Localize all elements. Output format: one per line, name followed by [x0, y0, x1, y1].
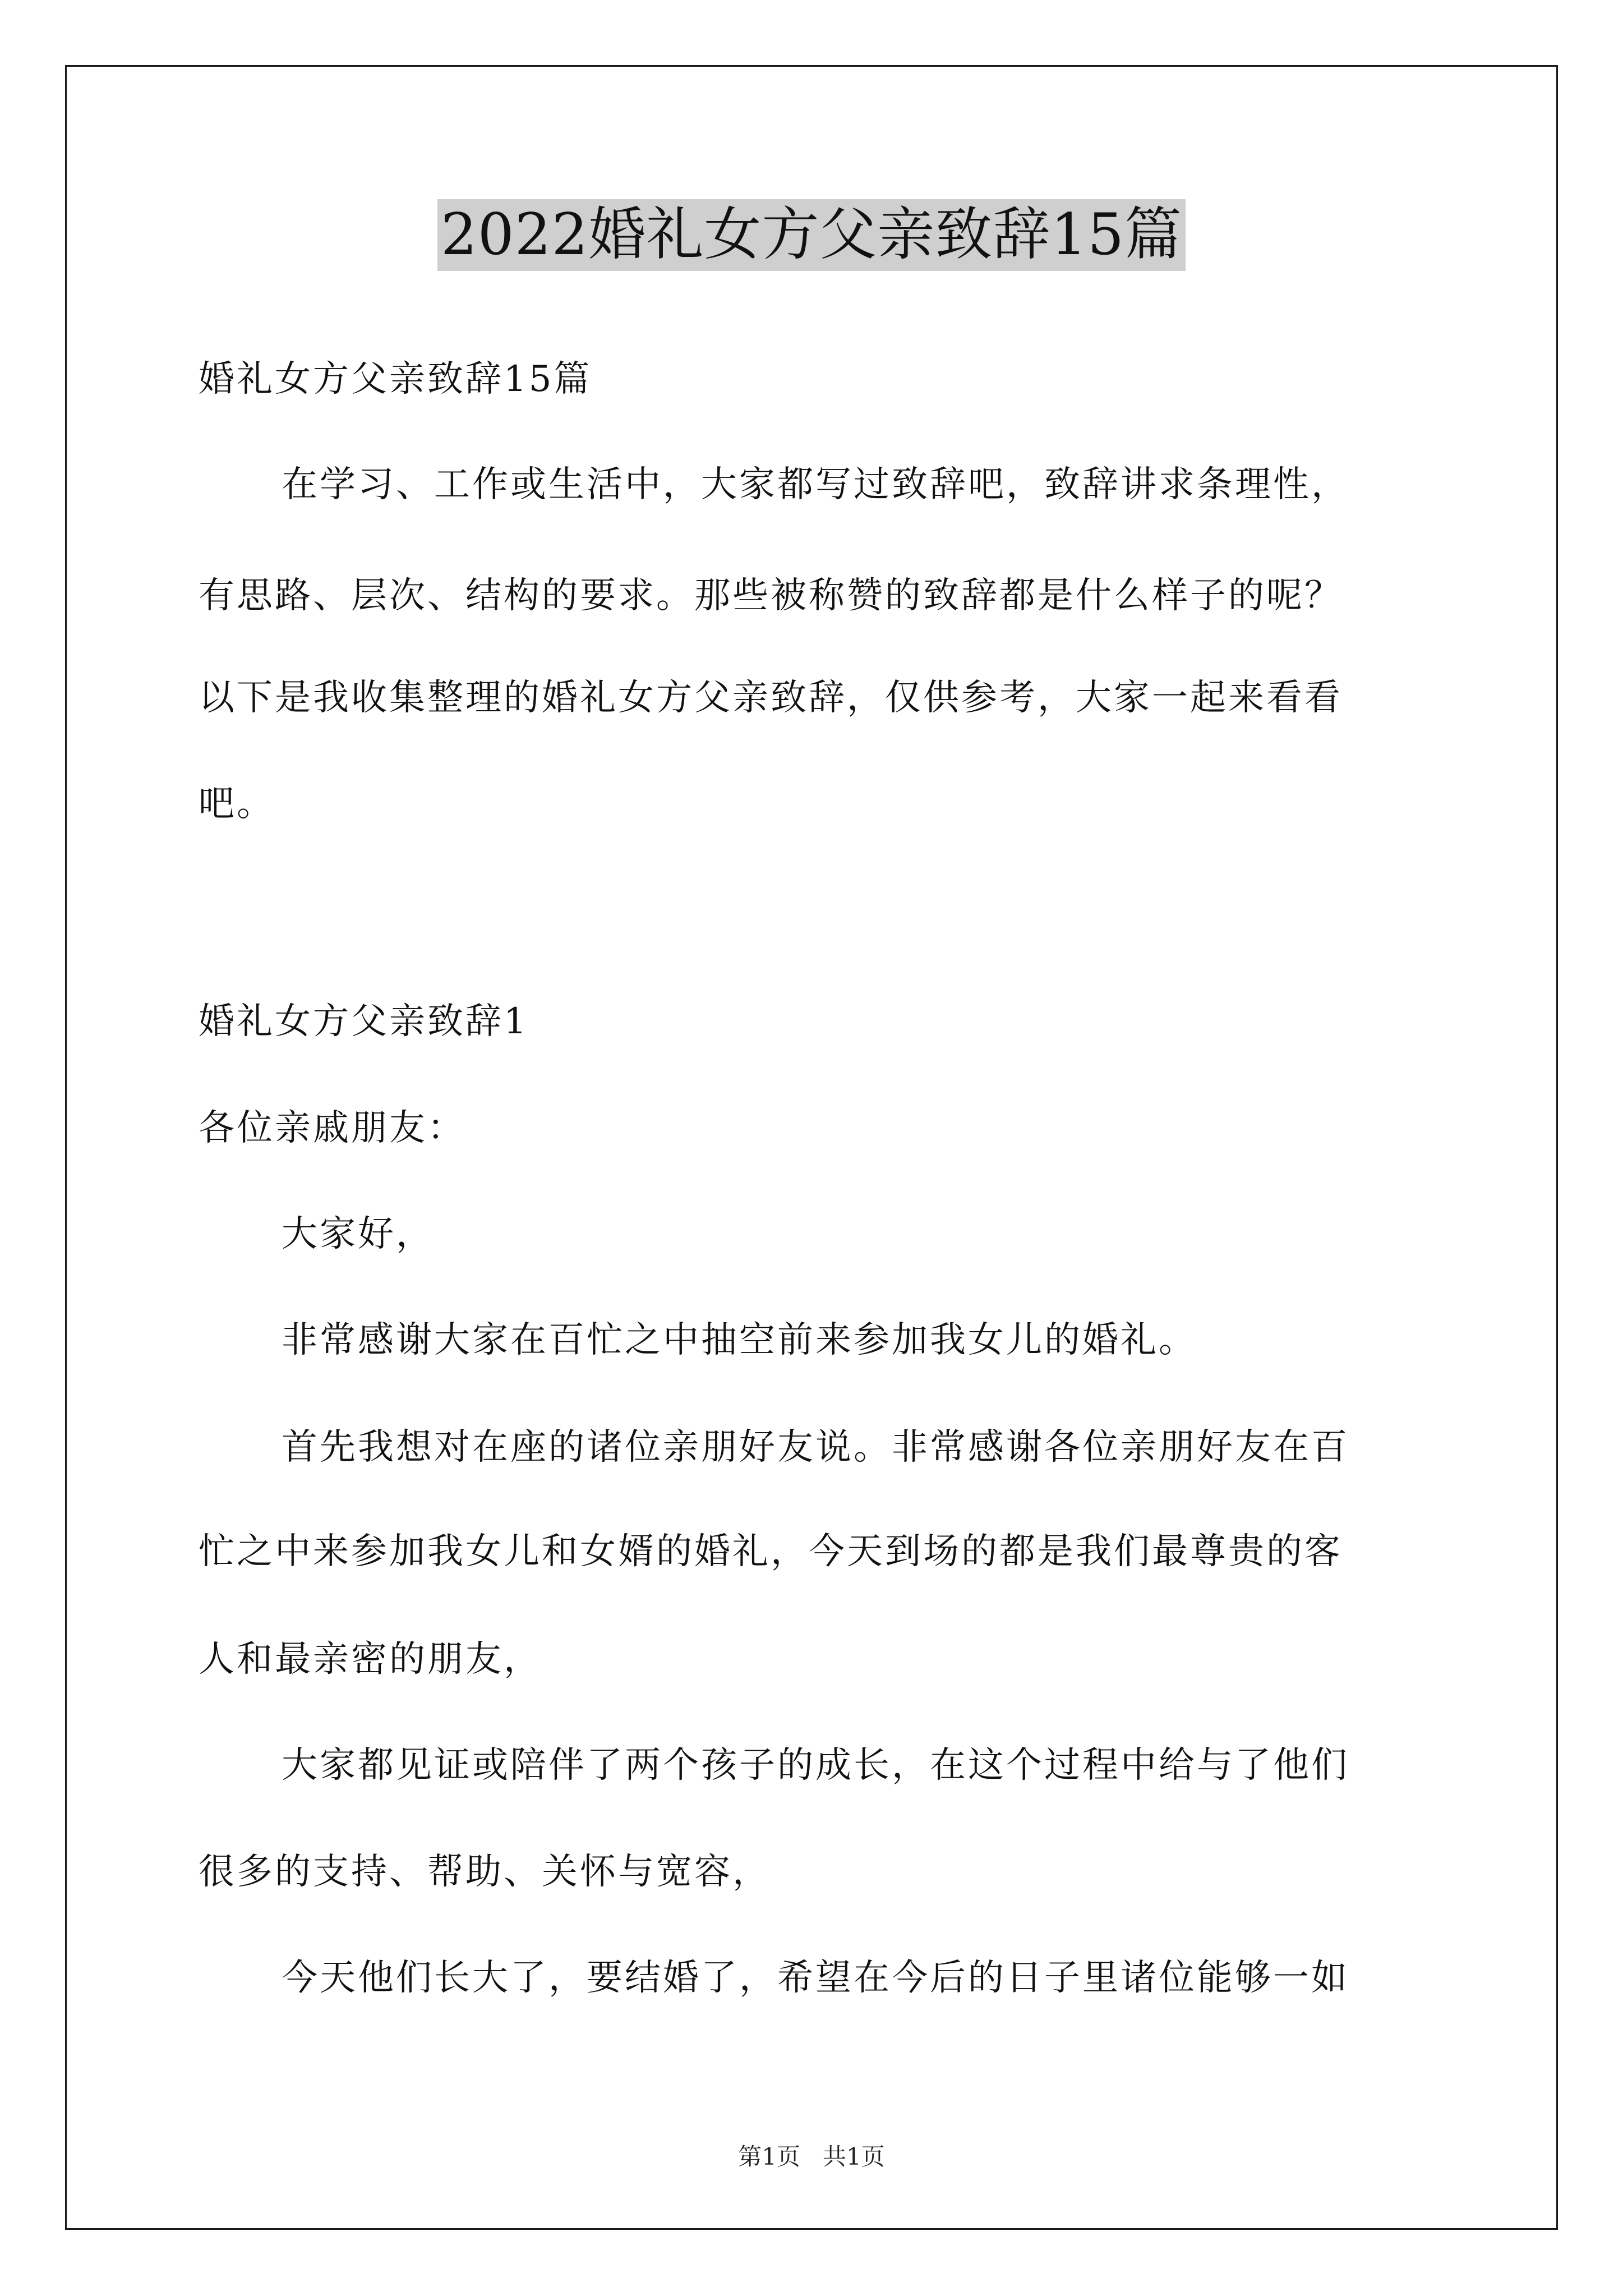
- paragraph-line: 大家好，: [282, 1213, 434, 1255]
- paragraph-line: 今天他们长大了，要结婚了，希望在今后的日子里诸位能够一如: [282, 1957, 1349, 1999]
- paragraph-line: 很多的支持、帮助、关怀与宽容，: [199, 1851, 771, 1893]
- page-footer: 第1页 共1页: [738, 2143, 885, 2170]
- paragraph-line: 在学习、工作或生活中，大家都写过致辞吧，致辞讲求条理性，: [282, 464, 1349, 505]
- paragraph-line: 有思路、层次、结构的要求。那些被称赞的致辞都是什么样子的呢？: [199, 575, 1343, 616]
- document-subtitle: 婚礼女方父亲致辞15篇: [199, 358, 592, 400]
- paragraph-line: 首先我想对在座的诸位亲朋好友说。非常感谢各位亲朋好友在百: [282, 1427, 1349, 1468]
- paragraph-line: 以下是我收集整理的婚礼女方父亲致辞，仅供参考，大家一起来看看: [199, 677, 1343, 719]
- title-container: [0, 199, 1623, 271]
- section-heading: 婚礼女方父亲致辞1: [199, 1001, 529, 1042]
- paragraph-line: 非常感谢大家在百忙之中抽空前来参加我女儿的婚礼。: [282, 1319, 1197, 1361]
- paragraph-line: 大家都见证或陪伴了两个孩子的成长，在这个过程中给与了他们: [282, 1745, 1349, 1786]
- paragraph-line: 忙之中来参加我女儿和女婿的婚礼，今天到场的都是我们最尊贵的客: [199, 1531, 1343, 1572]
- document-title: 2022婚礼女方父亲致辞15篇: [437, 199, 1186, 271]
- salutation: 各位亲戚朋友：: [199, 1107, 465, 1149]
- paragraph-line: 吧。: [199, 783, 275, 825]
- paragraph-line: 人和最亲密的朋友，: [199, 1639, 542, 1680]
